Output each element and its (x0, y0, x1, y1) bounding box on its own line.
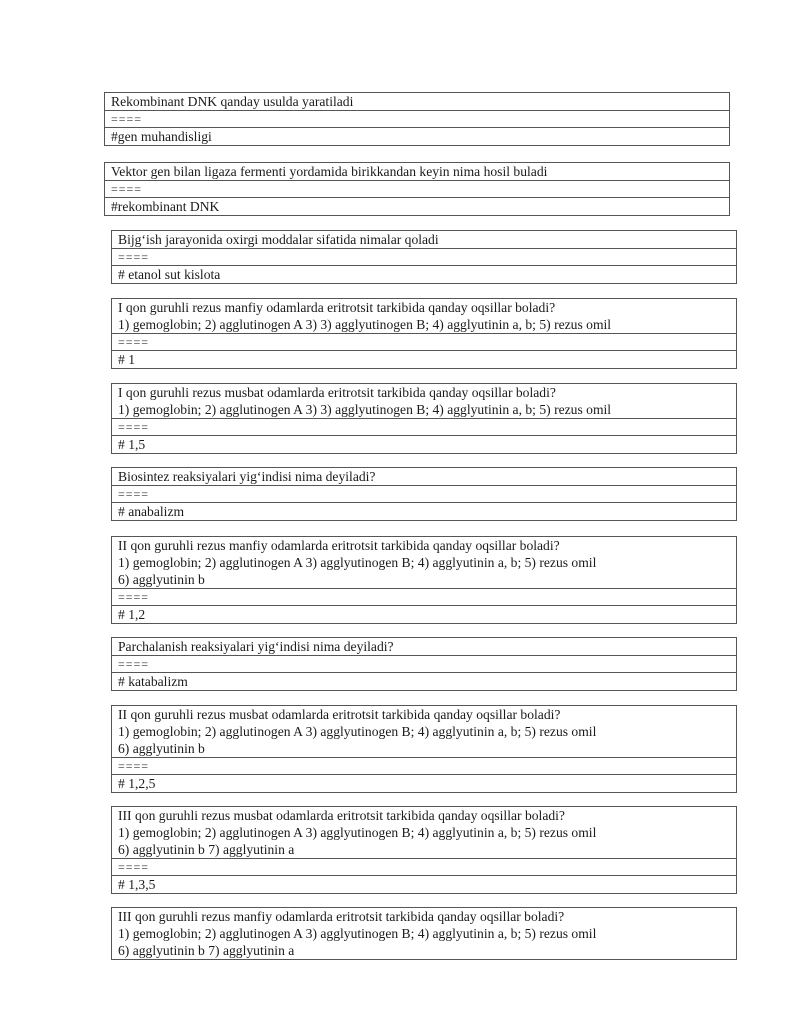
answer-text: # 1 (112, 351, 737, 369)
question-options: 1) gemoglobin; 2) agglutinogen A 3) agglyutinogen B; 4) agglyutinin a, b; 5) rezus omil (118, 555, 597, 570)
answer-separator: ==== (112, 656, 737, 673)
question-line: II qon guruhli rezus manfiy odamlarda eritrotsit tarkibida qanday oqsillar boladi? (118, 538, 560, 553)
question-line: Biosintez reaksiyalari yig‘indisi nima deyiladi? (118, 469, 376, 484)
answer-text: # etanol sut kislota (112, 266, 737, 284)
question-options: 6) agglyutinin b (118, 572, 205, 587)
answer-text: # 1,5 (112, 436, 737, 454)
answer-text: # 1,2 (112, 606, 737, 624)
answer-text: # katabalizm (112, 673, 737, 691)
question-options: 1) gemoglobin; 2) agglutinogen A 3) agglyutinogen B; 4) agglyutinin a, b; 5) rezus omil (118, 825, 597, 840)
question-options: 1) gemoglobin; 2) agglutinogen A 3) 3) agglyutinogen B; 4) agglyutinin a, b; 5) rezus omil (118, 402, 612, 417)
question-options: 6) agglyutinin b 7) agglyutinin a (118, 943, 295, 958)
question-block (111, 637, 737, 691)
question-options: 1) gemoglobin; 2) agglutinogen A 3) agglyutinogen B; 4) agglyutinin a, b; 5) rezus omil (118, 926, 597, 941)
question-block (111, 806, 737, 894)
question-line: Bijg‘ish jarayonida oxirgi moddalar sifatida nimalar qoladi (118, 232, 439, 247)
answer-text: # 1,2,5 (112, 775, 737, 793)
question-text (112, 638, 737, 656)
question-block (111, 907, 737, 960)
question-line: III qon guruhli rezus musbat odamlarda eritrotsit tarkibida qanday oqsillar boladi? (118, 808, 565, 823)
question-block (111, 536, 737, 624)
question-text (112, 807, 737, 859)
question-line: I qon guruhli rezus manfiy odamlarda eritrotsit tarkibida qanday oqsillar boladi? (118, 300, 556, 315)
question-text (105, 93, 730, 111)
question-block (111, 705, 737, 793)
question-block (104, 162, 730, 216)
answer-separator: ==== (112, 249, 737, 266)
answer-separator: ==== (112, 486, 737, 503)
question-block (111, 467, 737, 521)
question-block (111, 298, 737, 369)
question-options: 1) gemoglobin; 2) agglutinogen A 3) agglyutinogen B; 4) agglyutinin a, b; 5) rezus omil (118, 724, 597, 739)
answer-text: # anabalizm (112, 503, 737, 521)
question-text (112, 384, 737, 419)
question-options: 6) agglyutinin b 7) agglyutinin a (118, 842, 295, 857)
answer-separator: ==== (112, 419, 737, 436)
question-block (111, 383, 737, 454)
answer-separator: ==== (112, 859, 737, 876)
question-text (112, 299, 737, 334)
question-block (104, 92, 730, 146)
question-line: Vektor gen bilan ligaza fermenti yordamida birikkandan keyin nima hosil buladi (111, 164, 548, 179)
question-line: III qon guruhli rezus manfiy odamlarda eritrotsit tarkibida qanday oqsillar boladi? (118, 909, 565, 924)
answer-separator: ==== (112, 758, 737, 775)
question-text (105, 163, 730, 181)
question-text (112, 908, 737, 960)
question-text (112, 706, 737, 758)
answer-separator: ==== (105, 111, 730, 128)
question-options: 1) gemoglobin; 2) agglutinogen A 3) 3) agglyutinogen B; 4) agglyutinin a, b; 5) rezus omil (118, 317, 612, 332)
question-line: II qon guruhli rezus musbat odamlarda eritrotsit tarkibida qanday oqsillar boladi? (118, 707, 561, 722)
question-line: Rekombinant DNK qanday usulda yaratiladi (111, 94, 354, 109)
answer-separator: ==== (112, 334, 737, 351)
answer-separator: ==== (112, 589, 737, 606)
answer-text: #gen muhandisligi (105, 128, 730, 146)
question-text (112, 231, 737, 249)
question-line: I qon guruhli rezus musbat odamlarda eritrotsit tarkibida qanday oqsillar boladi? (118, 385, 556, 400)
answer-text: # 1,3,5 (112, 876, 737, 894)
answer-separator: ==== (105, 181, 730, 198)
answer-text: #rekombinant DNK (105, 198, 730, 216)
question-text (112, 468, 737, 486)
question-line: Parchalanish reaksiyalari yig‘indisi nima deyiladi? (118, 639, 394, 654)
question-options: 6) agglyutinin b (118, 741, 205, 756)
question-block (111, 230, 737, 284)
question-text (112, 537, 737, 589)
